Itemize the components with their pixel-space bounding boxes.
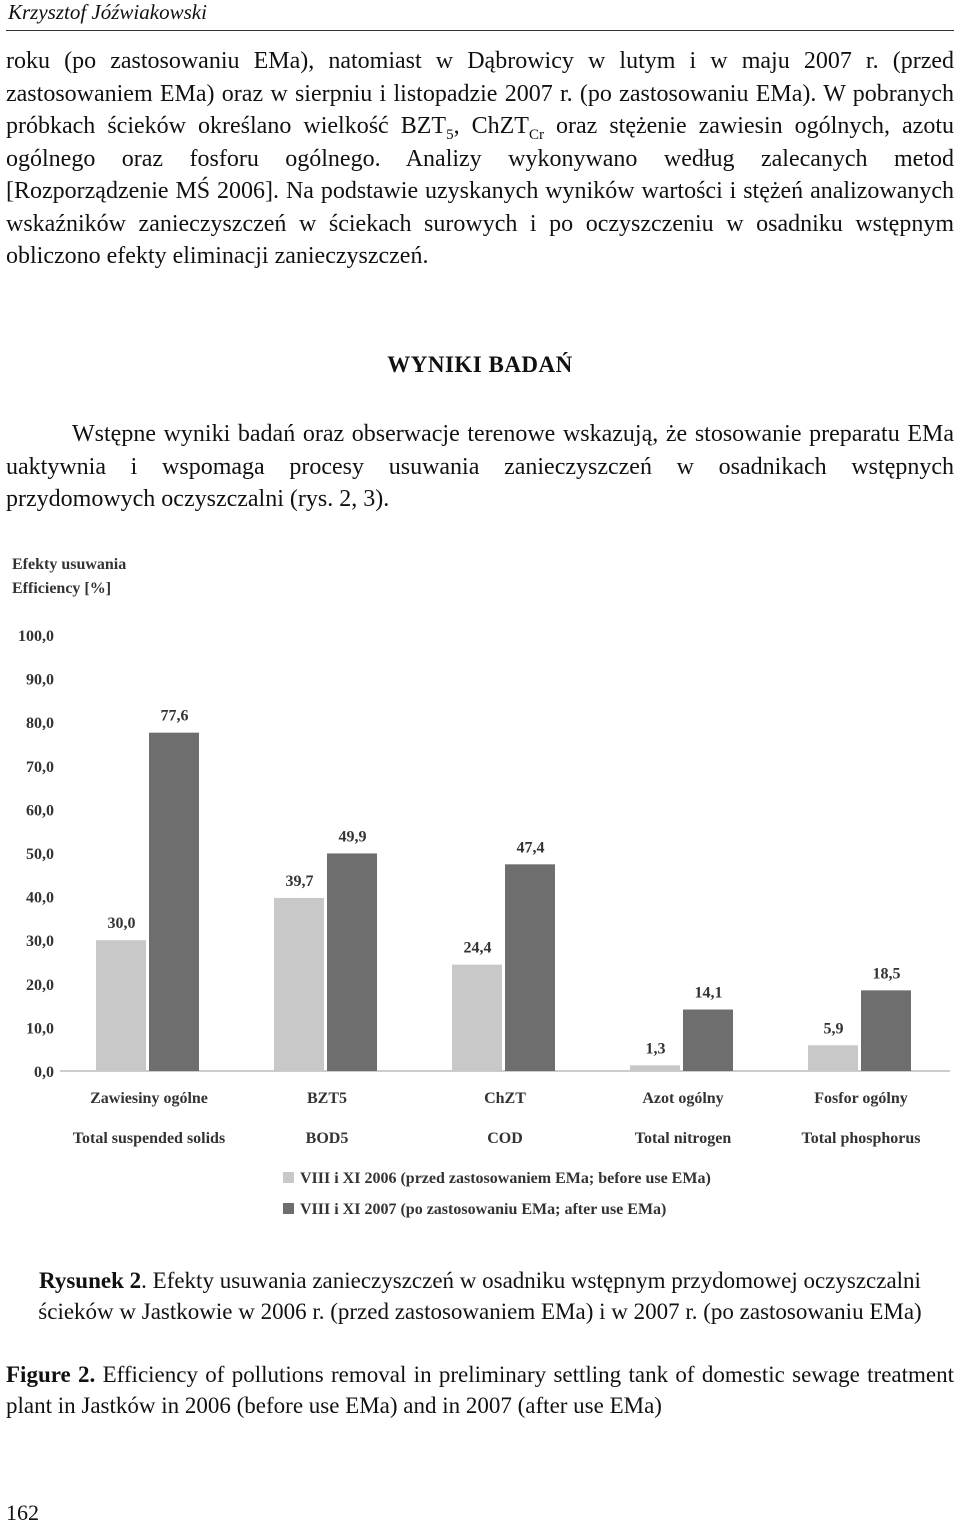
x-category-label: BZT5 [306, 1090, 348, 1107]
data-label: 14,1 [694, 984, 723, 1002]
subscript: 5 [446, 126, 454, 143]
running-header [6, 0, 954, 31]
data-label: 39,7 [285, 872, 314, 890]
legend-swatch [283, 1172, 294, 1183]
paragraph-results: Wstępne wyniki badań oraz obserwacje terenowe wskazują, że stosowanie preparatu EMa uaktywnia i wspomaga procesy usuwania zanieczyszczeń w osadnikach wstępnych przydomowych oczyszczalni (rys. 2, 3). [6, 421, 954, 512]
y-tick-label: 40,0 [26, 889, 54, 907]
caption-text: Efficiency of pollutions removal in preliminary settling tank of domestic sewage treatment plant in Jastków in 2006 (before use EMa) and in 2007 (after use EMa) [6, 1362, 955, 1418]
paragraph-text: oraz stężenie zawiesin ogólnych, azotu ogólnego oraz fosforu ogólnego. Analizy wykonywano według zalecanych metod [Rozporządzenie MŚ 2006]. Na podstawie uzyskanych wyników wartości i stężeń analizowanych wskaźników zanieczyszczeń w ściekach surowych i po oczyszczeniu w osadniku wstępnym obliczono efekty eliminacji zanieczyszczeń. [6, 113, 954, 269]
legend-label: VIII i XI 2007 (po zastosowaniu EMa; after use EMa) [300, 1201, 667, 1218]
y-tick-label: 70,0 [26, 758, 54, 776]
data-label: 77,6 [160, 707, 189, 725]
y-axis-title: Efekty usuwania [12, 556, 127, 573]
page-number: 162 [6, 1500, 39, 1525]
paragraph-text: roku (po zastosowaniu EMa), natomiast w Dąbrowicy w lutym i w maju 2007 r. (przed zastosowaniem EMa) oraz w sierpniu i listopadzie 2007 r. (po zastosowaniu EMa). W pobranych próbkach ścieków określano wielkość BZT [6, 48, 954, 139]
bar-chart [0, 545, 960, 1245]
x-category-label-en: Total suspended solids [72, 1130, 226, 1147]
bar [683, 1010, 733, 1071]
caption-english [6, 1359, 954, 1421]
bar [505, 864, 555, 1071]
y-tick-label: 30,0 [26, 933, 54, 951]
caption-polish [6, 1265, 954, 1327]
legend-swatch [283, 1203, 294, 1214]
x-category-label: Fosfor ogólny [814, 1090, 908, 1107]
y-tick-label: 90,0 [26, 671, 54, 689]
x-category-label-en: BOD5 [305, 1130, 349, 1147]
paragraph-text: , ChZT [453, 113, 529, 139]
y-tick-label: 0,0 [34, 1064, 54, 1081]
bar [861, 990, 911, 1071]
y-tick-label: 50,0 [26, 846, 54, 863]
header-author: Krzysztof Jóźwiakowski [8, 0, 207, 24]
data-label: 18,5 [872, 965, 901, 983]
caption-label: Rysunek 2 [39, 1268, 142, 1293]
data-label: 24,4 [463, 939, 492, 957]
paragraph-methods [6, 45, 954, 273]
y-axis-title: Efficiency [%] [12, 580, 112, 597]
x-category-label: ChZT [484, 1090, 526, 1107]
y-tick-label: 60,0 [26, 802, 54, 820]
caption-label: Figure 2. [6, 1362, 96, 1387]
data-label: 47,4 [516, 839, 545, 857]
bar [274, 898, 324, 1071]
data-label: 49,9 [338, 828, 367, 846]
subscript: Cr [528, 126, 544, 143]
bar [630, 1065, 680, 1071]
x-category-label-en: COD [487, 1130, 523, 1147]
data-label: 30,0 [107, 915, 136, 933]
y-tick-label: 20,0 [26, 976, 54, 994]
y-tick-label: 100,0 [18, 628, 54, 645]
figure-2-chart [0, 545, 960, 1245]
bar [149, 733, 199, 1071]
y-tick-label: 80,0 [26, 715, 54, 733]
caption-text: . Efekty usuwania zanieczyszczeń w osadniku wstępnym przydomowej oczyszczalni ścieków w Jastkowie w 2006 r. (przed zastosowaniem EMa) i w 2007 r. (po zastosowaniu EMa) [38, 1268, 922, 1324]
bar [808, 1045, 858, 1071]
y-tick-label: 10,0 [26, 1020, 54, 1038]
x-category-label: Azot ogólny [642, 1090, 724, 1107]
section-title: WYNIKI BADAŃ [387, 352, 573, 377]
x-category-label-en: Total phosphorus [801, 1130, 921, 1147]
data-label: 5,9 [823, 1020, 844, 1038]
x-category-label-en: Total nitrogen [634, 1130, 732, 1147]
data-label: 1,3 [645, 1040, 666, 1058]
bar [452, 965, 502, 1071]
x-category-label: Zawiesiny ogólne [90, 1090, 208, 1107]
legend-label: VIII i XI 2006 (przed zastosowaniem EMa; before use EMa) [300, 1170, 711, 1187]
bar [327, 853, 377, 1071]
bar [96, 940, 146, 1071]
